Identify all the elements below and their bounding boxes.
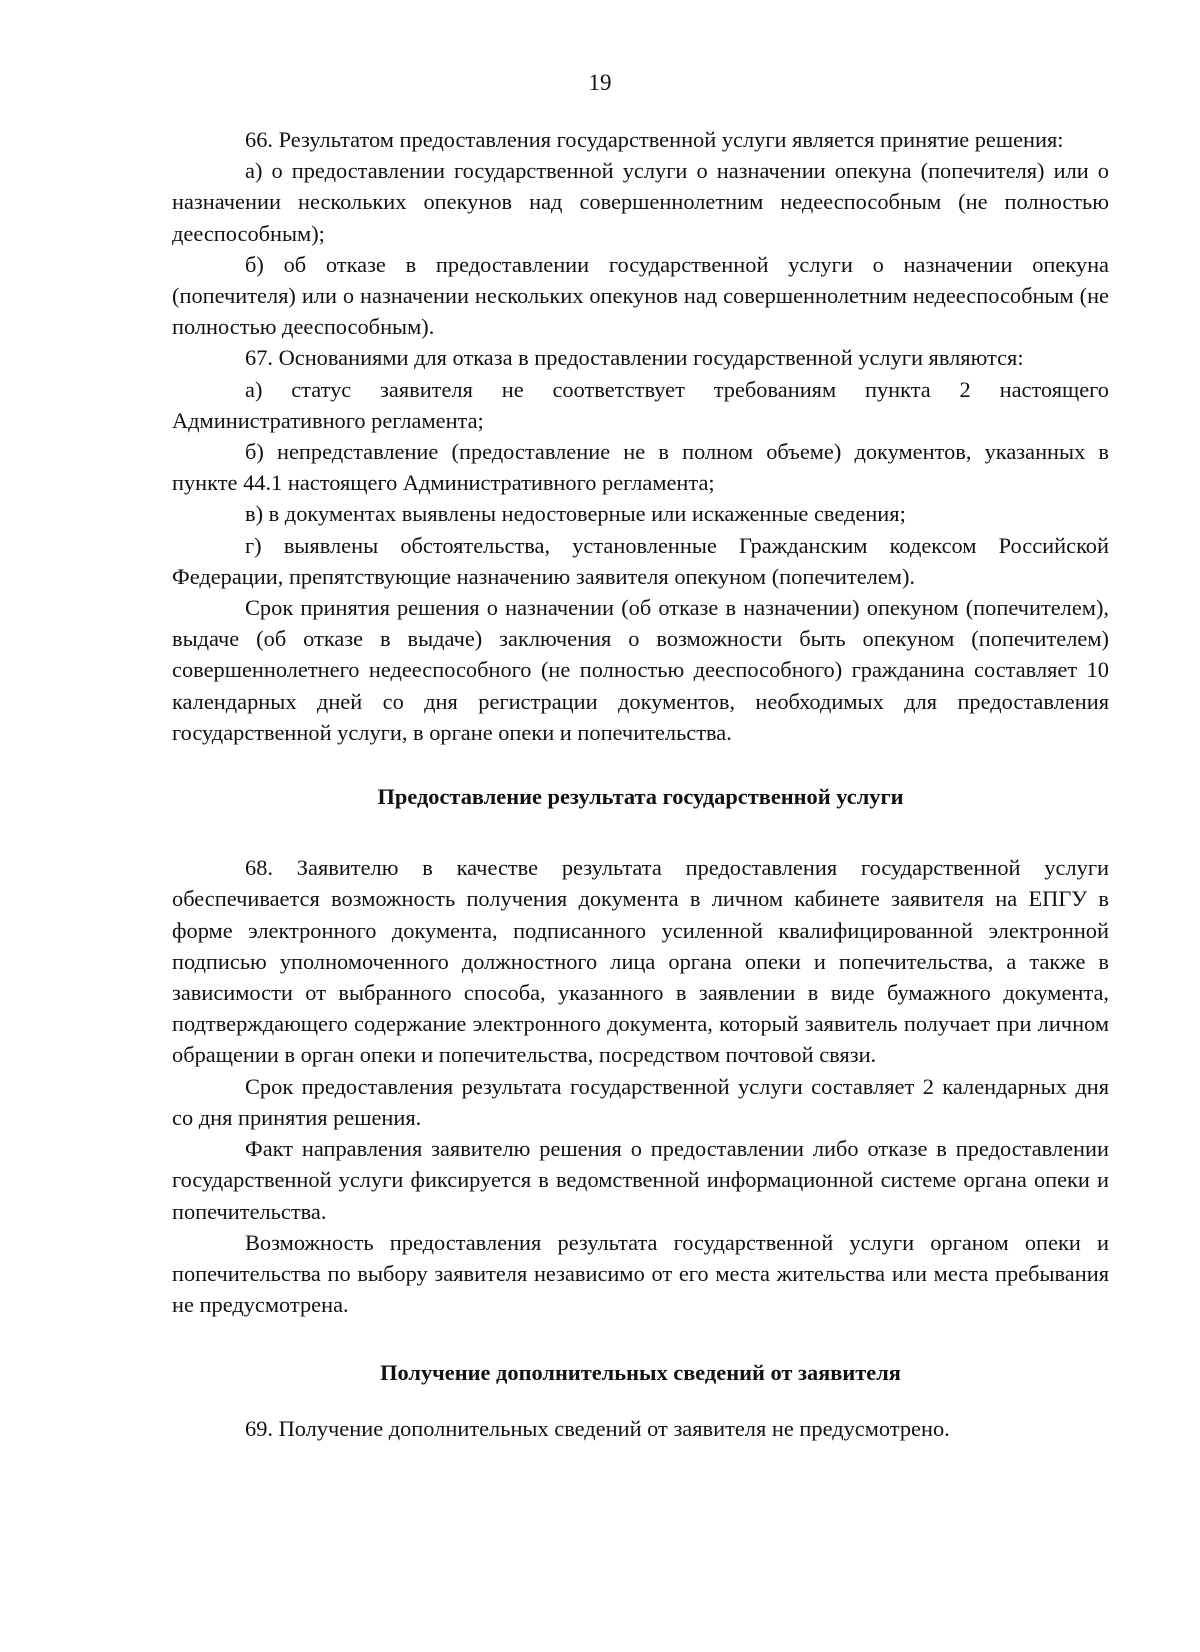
paragraph-67-a: а) статус заявителя не соответствует требованиям пункта 2 настоящего Административного регламента; <box>172 376 1109 433</box>
paragraph-66-a: а) о предоставлении государственной услуги о назначении опекуна (попечителя) или о назначении нескольких опекунов над совершеннолетним недееспособным (не полностью дееспособным); <box>172 158 1109 246</box>
paragraph-67-b: б) непредставление (предоставление не в полном объеме) документов, указанных в пункте 44.1 настоящего Административного регламента; <box>172 439 1109 496</box>
paragraph-result-fact: Факт направления заявителю решения о предоставлении либо отказе в предоставлении государственной услуги фиксируется в ведомственной информационной системе органа опеки и попечительства. <box>172 1136 1109 1224</box>
paragraph-69: 69. Получение дополнительных сведений от заявителя не предусмотрено. <box>245 1415 950 1441</box>
paragraph-67-v: в) в документах выявлены недостоверные или искаженные сведения; <box>245 501 906 527</box>
paragraph-67: 67. Основаниями для отказа в предоставлении государственной услуги являются: <box>245 345 1024 371</box>
document-body <box>172 124 1109 1444</box>
page-number: 19 <box>588 70 612 95</box>
paragraph-66: 66. Результатом предоставления государственной услуги является принятие решения: <box>245 127 1064 152</box>
section-heading-additional-info: Получение дополнительных сведений от заявителя <box>380 1360 901 1386</box>
paragraph-decision-term: Срок принятия решения о назначении (об отказе в назначении) опекуном (попечителем), выдаче (об отказе в выдаче) заключения о возможности быть опекуном (попечителем) совершеннолетнего недееспособного (не полностью дееспособного) гражданина составляет 10 календарных дней со дня регистрации документов, необходимых для предоставления государственной услуги, в органе опеки и попечительства. <box>172 595 1109 745</box>
paragraph-68: 68. Заявителю в качестве результата предоставления государственной услуги обеспечивается возможность получения документа в личном кабинете заявителя на ЕПГУ в форме электронного документа, подписанного усиленной квалифицированной электронной подписью уполномоченного должностного лица органа опеки и попечительства, а также в зависимости от выбранного способа, указанного в заявлении в виде бумажного документа, подтверждающего содержание электронного документа, который заявитель получает при личном обращении в орган опеки и попечительства, посредством почтовой связи. <box>172 855 1109 1068</box>
paragraph-result-term: Срок предоставления результата государственной услуги составляет 2 календарных дня со дня принятия решения. <box>172 1073 1109 1130</box>
paragraph-67-g: г) выявлены обстоятельства, установленные Гражданским кодексом Российской Федерации, препятствующие назначению заявителя опекуном (попечителем). <box>172 532 1109 589</box>
paragraph-result-possibility: Возможность предоставления результата государственной услуги органом опеки и попечительства по выбору заявителя независимо от его места жительства или места пребывания не предусмотрена. <box>172 1229 1109 1318</box>
section-heading-result: Предоставление результата государственной услуги <box>377 784 904 810</box>
paragraph-66-b: б) об отказе в предоставлении государственной услуги о назначении опекуна (попечителя) или о назначении нескольких опекунов над совершеннолетним недееспособным (не полностью дееспособным). <box>172 251 1109 340</box>
